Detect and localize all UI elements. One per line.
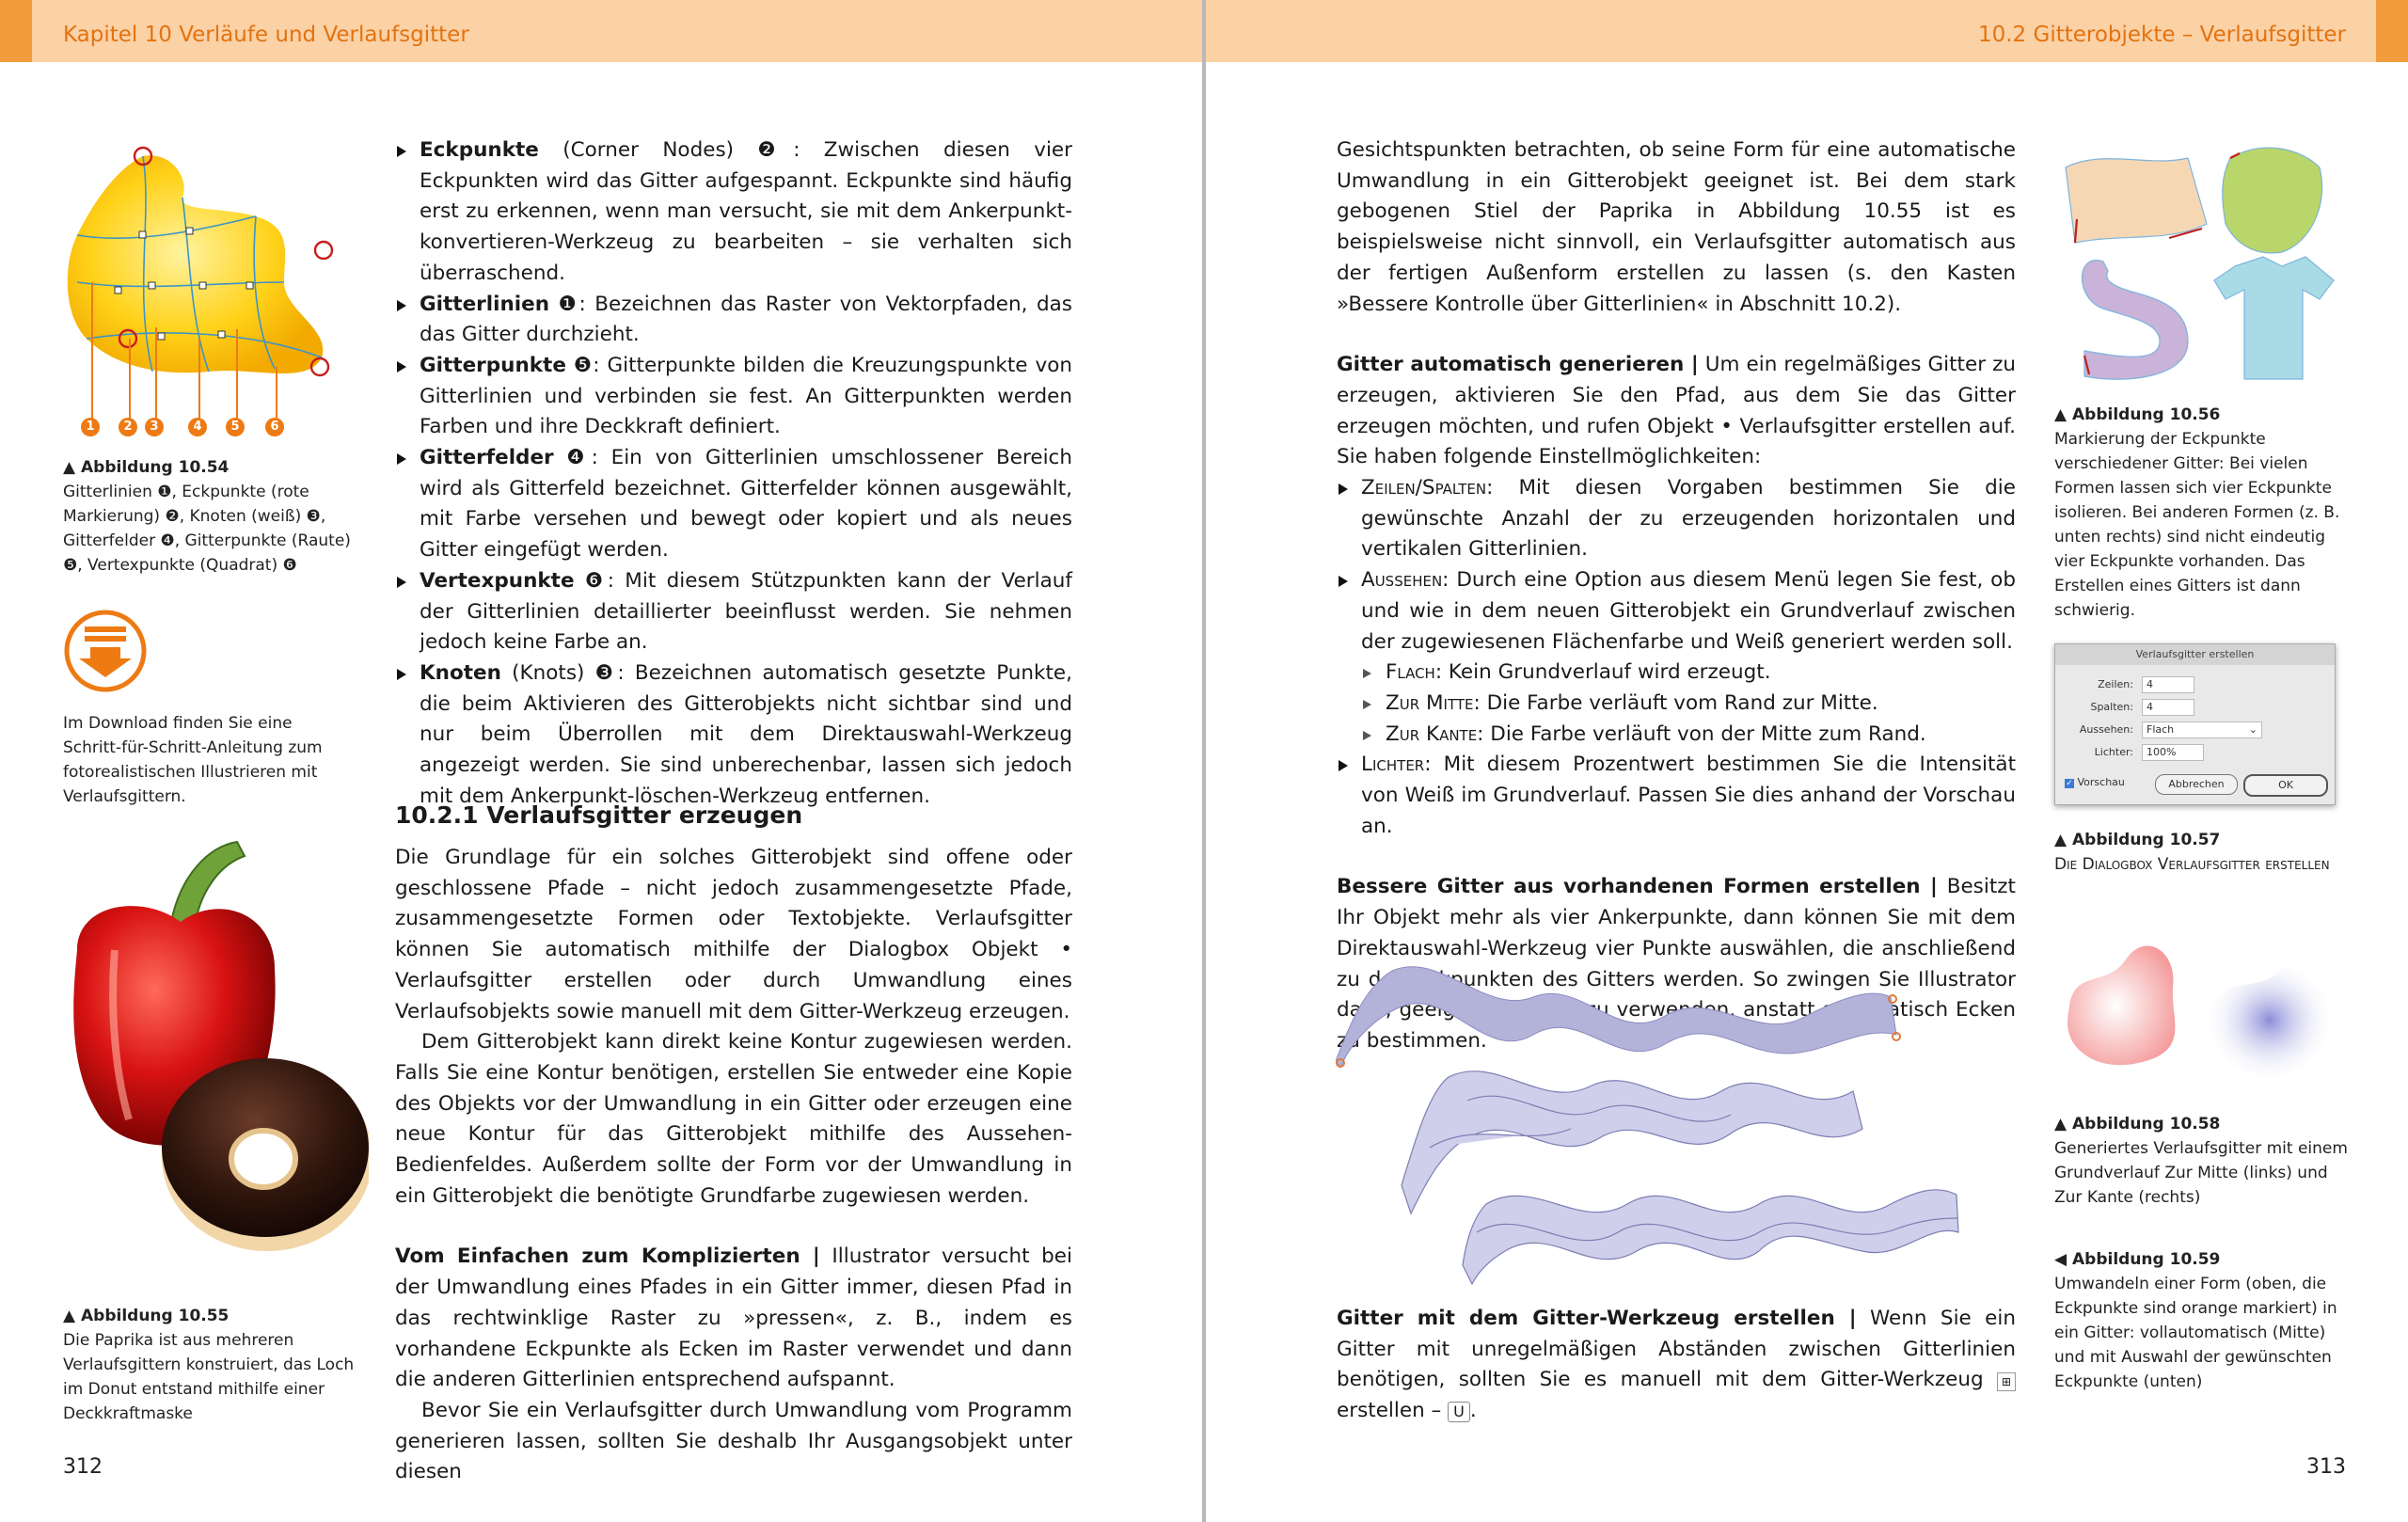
bullet-term: Lichter: [1361, 753, 1432, 777]
cancel-button[interactable]: Abbrechen [2155, 774, 2238, 795]
light-input[interactable]: 100% [2142, 744, 2204, 761]
look-value: Flach [2147, 723, 2175, 736]
mesh-shape-figure [58, 141, 359, 442]
bullet-aussehen [1337, 565, 2016, 658]
download-icon [62, 608, 149, 694]
left-section-body [395, 843, 1072, 1488]
sub-flach [1337, 658, 2016, 689]
para-grundlage: Die Grundlage für ein solches Gitterobjekt sind offene oder geschlossene Pfade – nicht jedoch zusammengesetzte Pfade, zusammengesetzte Formen oder Textobjekte. Verlaufsgitter können Sie automatisch mithilfe der Dialogbox Objekt • Verlaufsgitter erstellen oder durch Umwandlung eines Verlaufsobjekts sowie manuell mit dem Gitter-Werkzeug erzeugen. [395, 846, 1072, 1023]
bullet-term: Zur Mitte: [1386, 690, 1481, 715]
bullet-gitterlinien [395, 290, 1072, 351]
dialog-verlaufsgitter [2054, 643, 2336, 805]
fig56-title: Abbildung 10.56 [2072, 405, 2221, 424]
dialog-row-look [2055, 721, 2335, 738]
fig59-caption: ◀ Abbildung 10.59 Umwandeln einer Form (oben, die Eckpunkte sind orange markiert) in ein Gitter: vollautomatisch (Mitte) und mit Auswahl der gewünschten Eckpunkte (unten) [2054, 1247, 2355, 1394]
para-einfach [395, 1242, 1072, 1396]
bullet-term: Gitterfelder [420, 446, 554, 470]
left-header-title: Kapitel 10 Verläufe und Verlaufsgitter [63, 23, 469, 47]
para-kontur: Dem Gitterobjekt kann direkt keine Kontur zugewiesen werden. Falls Sie eine Kontur benötigen, erstellen Sie entweder eine Kopie des Objekts vor der Umwandlung in ein Gitter oder erzeugen eine neue Kontur für das Gitterobjekt mithilfe des Aussehen-Bedienfeldes. Außerdem sollte der Form vor der Umwandlung in ein Gitterobjekt die benötigte Grundfarbe zugewiesen werden. [395, 1030, 1072, 1208]
right-body-bottom [1337, 1304, 2016, 1427]
bullet-text: Die Farbe verläuft von der Mitte zum Rand. [1483, 721, 1926, 746]
para-text: Besitzt Ihr Objekt mehr als vier Ankerpunkte, dann können Sie mit dem Direktauswahl-Werkzeug vier Punkte auswählen, die anschließend zu den Eckpunkten des Gitters werden. So zwingen Sie Illustrator dazu, geeignete Punkte zu verwenden, anstatt automatisch Ecken zu bestimmen. [1337, 875, 2016, 1053]
bullet-gitterpunkte [395, 351, 1072, 443]
fig54-markers [81, 418, 325, 440]
para-text-end: erstellen – [1337, 1399, 1449, 1423]
wave-mesh-figure [1336, 950, 2019, 1289]
ok-button[interactable]: OK [2243, 774, 2328, 797]
bullet-term: Flach: [1386, 660, 1443, 685]
para-tool: Gitter mit dem Gitter-Werkzeug erstellen | Wenn Sie ein Gitter mit unregelmäßigen Abständen zwischen Gitterlinien benötigen, sollten Sie es manuell mit dem Gitter-Werkzeug ⊞ erstellen – U . [1337, 1307, 2016, 1423]
left-bullet-list [395, 135, 1072, 812]
gradient-blobs-figure [2051, 931, 2352, 1091]
fig58-title: Abbildung 10.58 [2072, 1115, 2221, 1134]
bullet-vertexpunkte [395, 566, 1072, 658]
bullet-term: Gitterlinien [420, 292, 550, 316]
para-head: Vom Einfachen zum Komplizierten | [395, 1245, 820, 1269]
marker-4: 4 [188, 418, 207, 436]
download-note: Im Download finden Sie eine Schritt-für-Schritt-Anleitung zum fotorealistischen Illustrieren mit Verlaufsgittern. [63, 714, 323, 806]
bullet-term: Aussehen: [1361, 568, 1450, 593]
sub-zur-mitte [1337, 689, 2016, 720]
para-gesichtspunkte: Gesichtspunkten betrachten, ob seine Form für eine automatische Umwandlung in ein Gitterobjekt geeignet ist. Bei dem stark gebogenen Stiel der Paprika in Abbildung 10.55 ist es beispielsweise nicht sinnvoll, ein Verlaufsgitter automatisch aus der fertigen Außenform erstellen zu lassen (s. den Kasten »Bessere Kontrolle über Gitterlinien« in Abschnitt 10.2). [1337, 138, 2016, 316]
marker-2: 2 [119, 418, 137, 436]
light-label: Lichter: [2094, 746, 2133, 758]
fig54-caption: ▲ Abbildung 10.54 Gitterlinien ❶, Eckpunkte (rote Markierung) ❷, Knoten (weiß) ❸, Gitterfelder ❹, Gitterpunkte (Raute) ❺, Vertexpunkte (Quadrat) ❻ [63, 455, 364, 578]
fig59-text: Umwandeln einer Form (oben, die Eckpunkte sind orange markiert) in ein Gitter: vollautomatisch (Mitte) und mit Auswahl der gewünschten Eckpunkte (unten) [2054, 1275, 2337, 1391]
bullet-text: ❺: Gitterpunkte bilden die Kreuzungspunkte von Gitterlinien und verbinden sie fest. An Gitterpunkten werden Farben und ihre Deckkraft definiert. [420, 353, 1072, 439]
corner-points-figure [2056, 139, 2338, 393]
bullet-term: Vertexpunkte [420, 568, 575, 593]
marker-5: 5 [226, 418, 245, 436]
dialog-row-cols [2055, 699, 2335, 716]
page-gutter [1202, 0, 1206, 1522]
sub-zur-kante [1337, 720, 2016, 751]
chevron-down-icon: ⌄ [2248, 723, 2258, 736]
bullet-text: Die Farbe verläuft vom Rand zur Mitte. [1480, 690, 1878, 715]
bullet-term: Gitterpunkte [420, 353, 566, 377]
para-head: Gitter automatisch generieren | [1337, 353, 1699, 377]
page-number-right: 313 [2306, 1455, 2346, 1479]
rows-input[interactable]: 4 [2142, 676, 2194, 693]
para-bevor: Bevor Sie ein Verlaufsgitter durch Umwandlung vom Programm generieren lassen, sollten Sie deshalb Ihr Ausgangsobjekt unter diesen [395, 1398, 1072, 1484]
checkbox-checked-icon: ✓ [2066, 779, 2073, 788]
right-body [1337, 135, 2016, 1057]
bullet-zeilen [1337, 473, 2016, 565]
para-text: Illustrator versucht bei der Umwandlung eines Pfades in ein Gitter immer, diesen Pfad in das rechtwinklige Raster zu »pressen«, z. B., indem es vorhandene Eckpunkte als Ecken im Raster verwendet und dann die anderen Gitterlinien entsprechend aufspannt. [395, 1245, 1072, 1392]
fig56-text: Markierung der Eckpunkte verschiedener Gitter: Bei vielen Formen lassen sich vier Eckpunkte isolieren. Bei anderen Formen (z. B. unten rechts) sind nicht eindeutig vier Eckpunkte vorhanden. Das Erstellen eines Gitters ist dann schwierig. [2054, 430, 2340, 620]
bullet-text: ❶: Bezeichnen das Raster von Vektorpfaden, das das Gitter durchzieht. [420, 292, 1072, 347]
bullet-term: Knoten [420, 660, 501, 685]
fig59-title: Abbildung 10.59 [2072, 1250, 2221, 1269]
fig57-caption: ▲ Abbildung 10.57 Die Dialogbox Verlaufsgitter erstellen [2054, 828, 2355, 877]
para-text: Wenn Sie ein Gitter mit unregelmäßigen Abständen zwischen Gitterlinien benötigen, sollten Sie es manuell mit dem Gitter-Werkzeug [1337, 1307, 2016, 1392]
bullet-term: Zeilen/Spalten: [1361, 476, 1494, 500]
bullet-gitterfelder [395, 443, 1072, 566]
cols-input[interactable]: 4 [2142, 699, 2194, 716]
bullet-text: Kein Grundverlauf wird erzeugt. [1442, 660, 1771, 685]
fig57-title: Abbildung 10.57 [2072, 831, 2221, 849]
fig58-text: Generiertes Verlaufsgitter mit einem Grundverlauf Zur Mitte (links) und Zur Kante (rechts) [2054, 1139, 2348, 1207]
bullet-text: Mit diesem Prozentwert bestimmen Sie die Intensität von Weiß im Grundverlauf. Passen Sie dies anhand der Vorschau an. [1361, 753, 2016, 838]
fig55-caption: ▲ Abbildung 10.55 Die Paprika ist aus mehreren Verlaufsgittern konstruiert, das Loch im Donut entstand mithilfe einer Deckkraftmaske [63, 1304, 364, 1426]
bullet-term: Zur Kante: [1386, 721, 1484, 746]
fig58-caption: ▲ Abbildung 10.58 Generiertes Verlaufsgitter mit einem Grundverlauf Zur Mitte (links) und Zur Kante (rechts) [2054, 1112, 2355, 1210]
page-number-left: 312 [63, 1455, 103, 1479]
marker-6: 6 [265, 418, 284, 436]
dialog-row-light [2055, 744, 2335, 761]
fig57-text: Die Dialogbox Verlaufsgitter erstellen [2054, 855, 2330, 874]
bullet-term: Eckpunkte [420, 138, 539, 162]
bullet-knoten [395, 658, 1072, 813]
bullet-text: (Corner Nodes) ❷: Zwischen diesen vier Eckpunkten wird das Gitter aufgespannt. Eckpunkte sind häufig erst zu erkennen, wenn man versucht, sie mit dem Ankerpunkt-konvertieren-Werkzeug zu bearbeiten – sie verhalten sich überraschend. [420, 138, 1072, 285]
fig55-title: Abbildung 10.55 [81, 1307, 230, 1325]
bullet-text: (Knots) ❸: Bezeichnen automatisch gesetzte Punkte, die beim Aktivieren des Gitterobjekts nicht sichtbar sind und nur beim Überrollen mit dem Direktauswahl-Werkzeug angezeigt werden. Sie sind unberechenbar, lassen sich jedoch mit dem Ankerpunkt-löschen-Werkzeug entfernen. [420, 660, 1072, 808]
para-auto [1337, 350, 2016, 473]
bullet-text: Mit diesen Vorgaben bestimmen Sie die gewünschte Anzahl der zu erzeugenden horizontalen und vertikalen Gitterlinien. [1361, 476, 2016, 562]
bullet-eckpunkte [395, 135, 1072, 290]
left-header-tab [0, 0, 32, 62]
pepper-donut-illustration [58, 837, 369, 1289]
section-title: 10.2.1 Verlaufsgitter erzeugen [395, 801, 803, 829]
fig55-text: Die Paprika ist aus mehreren Verlaufsgittern konstruiert, das Loch im Donut entstand mithilfe einer Deckkraftmaske [63, 1331, 355, 1423]
shortcut-key: U [1448, 1402, 1470, 1422]
para-head: Gitter mit dem Gitter-Werkzeug erstellen | [1337, 1307, 1857, 1330]
look-select[interactable] [2142, 721, 2262, 738]
right-header-title: 10.2 Gitterobjekte – Verlaufsgitter [1977, 23, 2346, 47]
para-text: Um ein regelmäßiges Gitter zu erzeugen, aktivieren Sie den Pfad, aus dem Sie das Gitter erzeugen möchten, und rufen Objekt • Verlaufsgitter erstellen auf. Sie haben folgende Einstellmöglichkeiten: [1337, 353, 2016, 469]
bullet-text: Durch eine Option aus diesem Menü legen Sie fest, ob und wie in dem neuen Gitterobjekt ein Grundverlauf zwischen der zugewiesenen Flächenfarbe und Weiß generiert werden soll. [1361, 568, 2016, 654]
right-header-tab [2376, 0, 2408, 62]
dialog-title: Verlaufsgitter erstellen [2055, 644, 2335, 665]
dialog-row-rows [2055, 676, 2335, 693]
fig56-caption: ▲ Abbildung 10.56 Markierung der Eckpunkte verschiedener Gitter: Bei vielen Formen lassen sich vier Eckpunkte isolieren. Bei anderen Formen (z. B. unten rechts) sind nicht eindeutig vier Eckpunkte vorhanden. Das Erstellen eines Gitters ist dann schwierig. [2054, 403, 2355, 623]
bullet-text: ❻: Mit diesem Stützpunkten kann der Verlauf der Gitterlinien detaillierter beeinflusst werden. Sie nehmen jedoch keine Farbe an. [420, 568, 1072, 655]
preview-label: Vorschau [2077, 776, 2125, 788]
fig54-title: Abbildung 10.54 [81, 458, 230, 477]
bullet-lichter [1337, 750, 2016, 842]
marker-1: 1 [81, 418, 100, 436]
marker-3: 3 [145, 418, 164, 436]
fig54-text: Gitterlinien ❶, Eckpunkte (rote Markierung) ❷, Knoten (weiß) ❸, Gitterfelder ❹, Gitterpunkte (Raute) ❺, Vertexpunkte (Quadrat) ❻ [63, 483, 351, 575]
preview-checkbox[interactable] [2065, 776, 2125, 788]
bullet-text: ❹: Ein von Gitterlinien umschlossener Bereich wird als Gitterfeld bezeichnet. Gitterfelder können ausgewählt, mit Farbe versehen und bewegt oder kopiert und als neues Gitter eingefügt werden. [420, 446, 1072, 563]
look-label: Aussehen: [2079, 723, 2133, 736]
mesh-tool-icon: ⊞ [1997, 1372, 2016, 1391]
para-head: Bessere Gitter aus vorhandenen Formen erstellen | [1337, 875, 1938, 899]
cols-label: Spalten: [2090, 701, 2133, 713]
rows-label: Zeilen: [2098, 678, 2133, 690]
